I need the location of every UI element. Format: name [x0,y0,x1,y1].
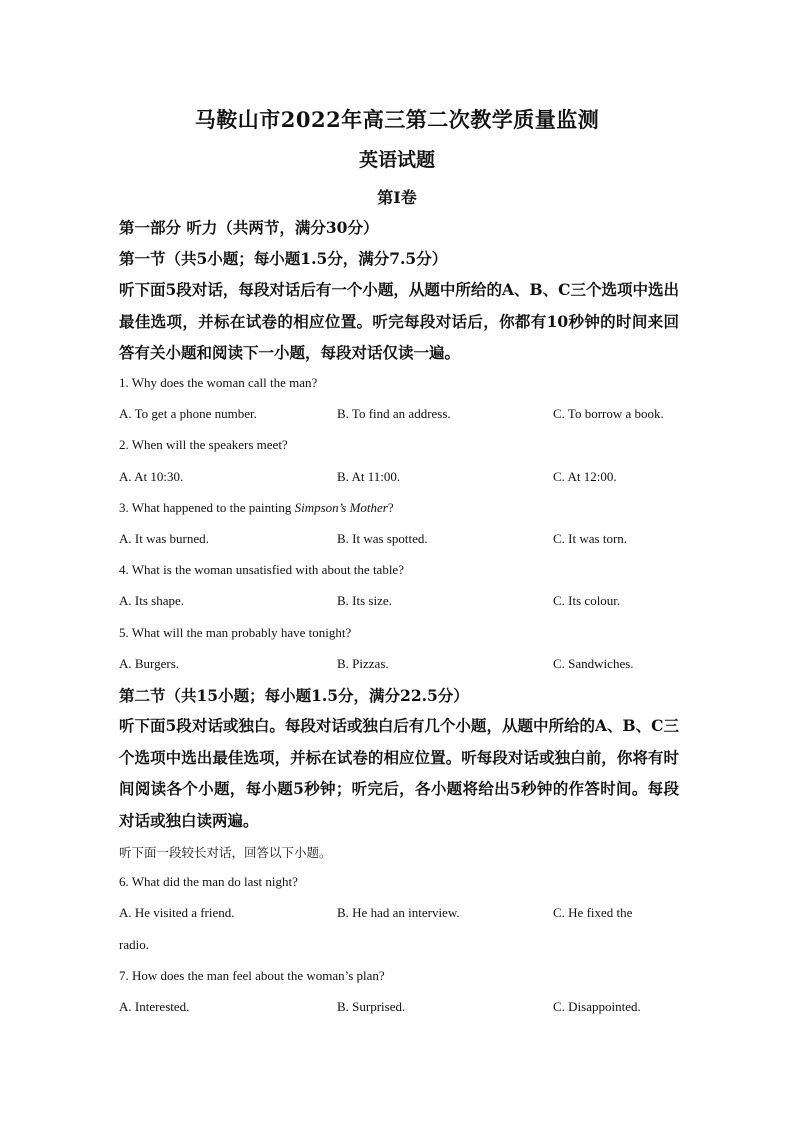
painting-title: Simpson’s Mother [294,500,388,515]
q6-option-b: B. He had an interview. [337,905,460,920]
q2-option-b: B. At 11:00. [337,469,401,484]
question-3-end: ? [387,500,394,515]
question-4: 4. What is the woman unsatisfied with about the table? [119,562,404,577]
q4-option-a: A. Its shape. [119,593,184,608]
q7-option-a: A. Interested. [119,999,190,1014]
q7-option-c: C. Disappointed. [553,999,641,1014]
section1-heading: 第一节（共5小题；每小题1.5分，满分7.5分） [119,249,448,268]
q3-option-b: B. It was spotted. [337,531,428,546]
q1-option-b: B. To find an address. [337,406,451,421]
q6-option-c: C. He fixed the [553,905,633,920]
q2-option-c: C. At 12:00. [553,469,617,484]
question-1: 1. Why does the woman call the man? [119,375,318,390]
part1-heading: 第一部分 听力（共两节，满分30分） [119,218,379,237]
section1-instructions: 听下面5段对话，每段对话后有一个小题，从题中所给的A、B、C三个选项中选出最佳选项，并标在试卷的相应位置。听完每段对话后，你都有10秒钟的时间来回答有关小题和阅读下一小题，每段对话仅读一遍。 [119,280,679,362]
q2-option-a: A. At 10:30. [119,469,184,484]
question-2: 2. When will the speakers meet? [119,437,288,452]
q5-option-a: A. Burgers. [119,656,180,671]
exam-title: 马鞍山市2022年高三第二次教学质量监测 [194,107,600,132]
q3-option-a: A. It was burned. [119,531,209,546]
volume-label: 第I卷 [377,188,417,207]
q4-option-b: B. Its size. [337,593,392,608]
q1-option-c: C. To borrow a book. [553,406,664,421]
dialogue-note: 听下面一段较长对话，回答以下小题。 [119,845,332,860]
question-3 [119,500,394,516]
q6-option-a: A. He visited a friend. [119,905,235,920]
section2-heading: 第二节（共15小题；每小题1.5分，满分22.5分） [119,686,469,705]
q7-option-b: B. Surprised. [337,999,406,1014]
question-3-stem: 3. What happened to the painting [119,500,295,515]
q5-option-c: C. Sandwiches. [553,656,634,671]
question-5: 5. What will the man probably have tonight? [119,625,352,640]
question-7: 7. How does the man feel about the woman’s plan? [119,968,385,983]
question-6: 6. What did the man do last night? [119,874,298,889]
section2-instructions: 听下面5段对话或独白。每段对话或独白后有几个小题，从题中所给的A、B、C三个选项中选出最佳选项，并标在试卷的相应位置。听每段对话或独白前，你将有时间阅读各个小题，每小题5秒钟；听完后，各小题将给出5秒钟的作答时间。每段对话或独白读两遍。 [119,716,679,830]
q5-option-b: B. Pizzas. [337,656,389,671]
q4-option-c: C. Its colour. [553,593,621,608]
subject-title: 英语试题 [358,149,435,171]
q3-option-c: C. It was torn. [553,531,628,546]
q1-option-a: A. To get a phone number. [119,406,257,421]
q6-option-c-continued: radio. [119,937,149,952]
